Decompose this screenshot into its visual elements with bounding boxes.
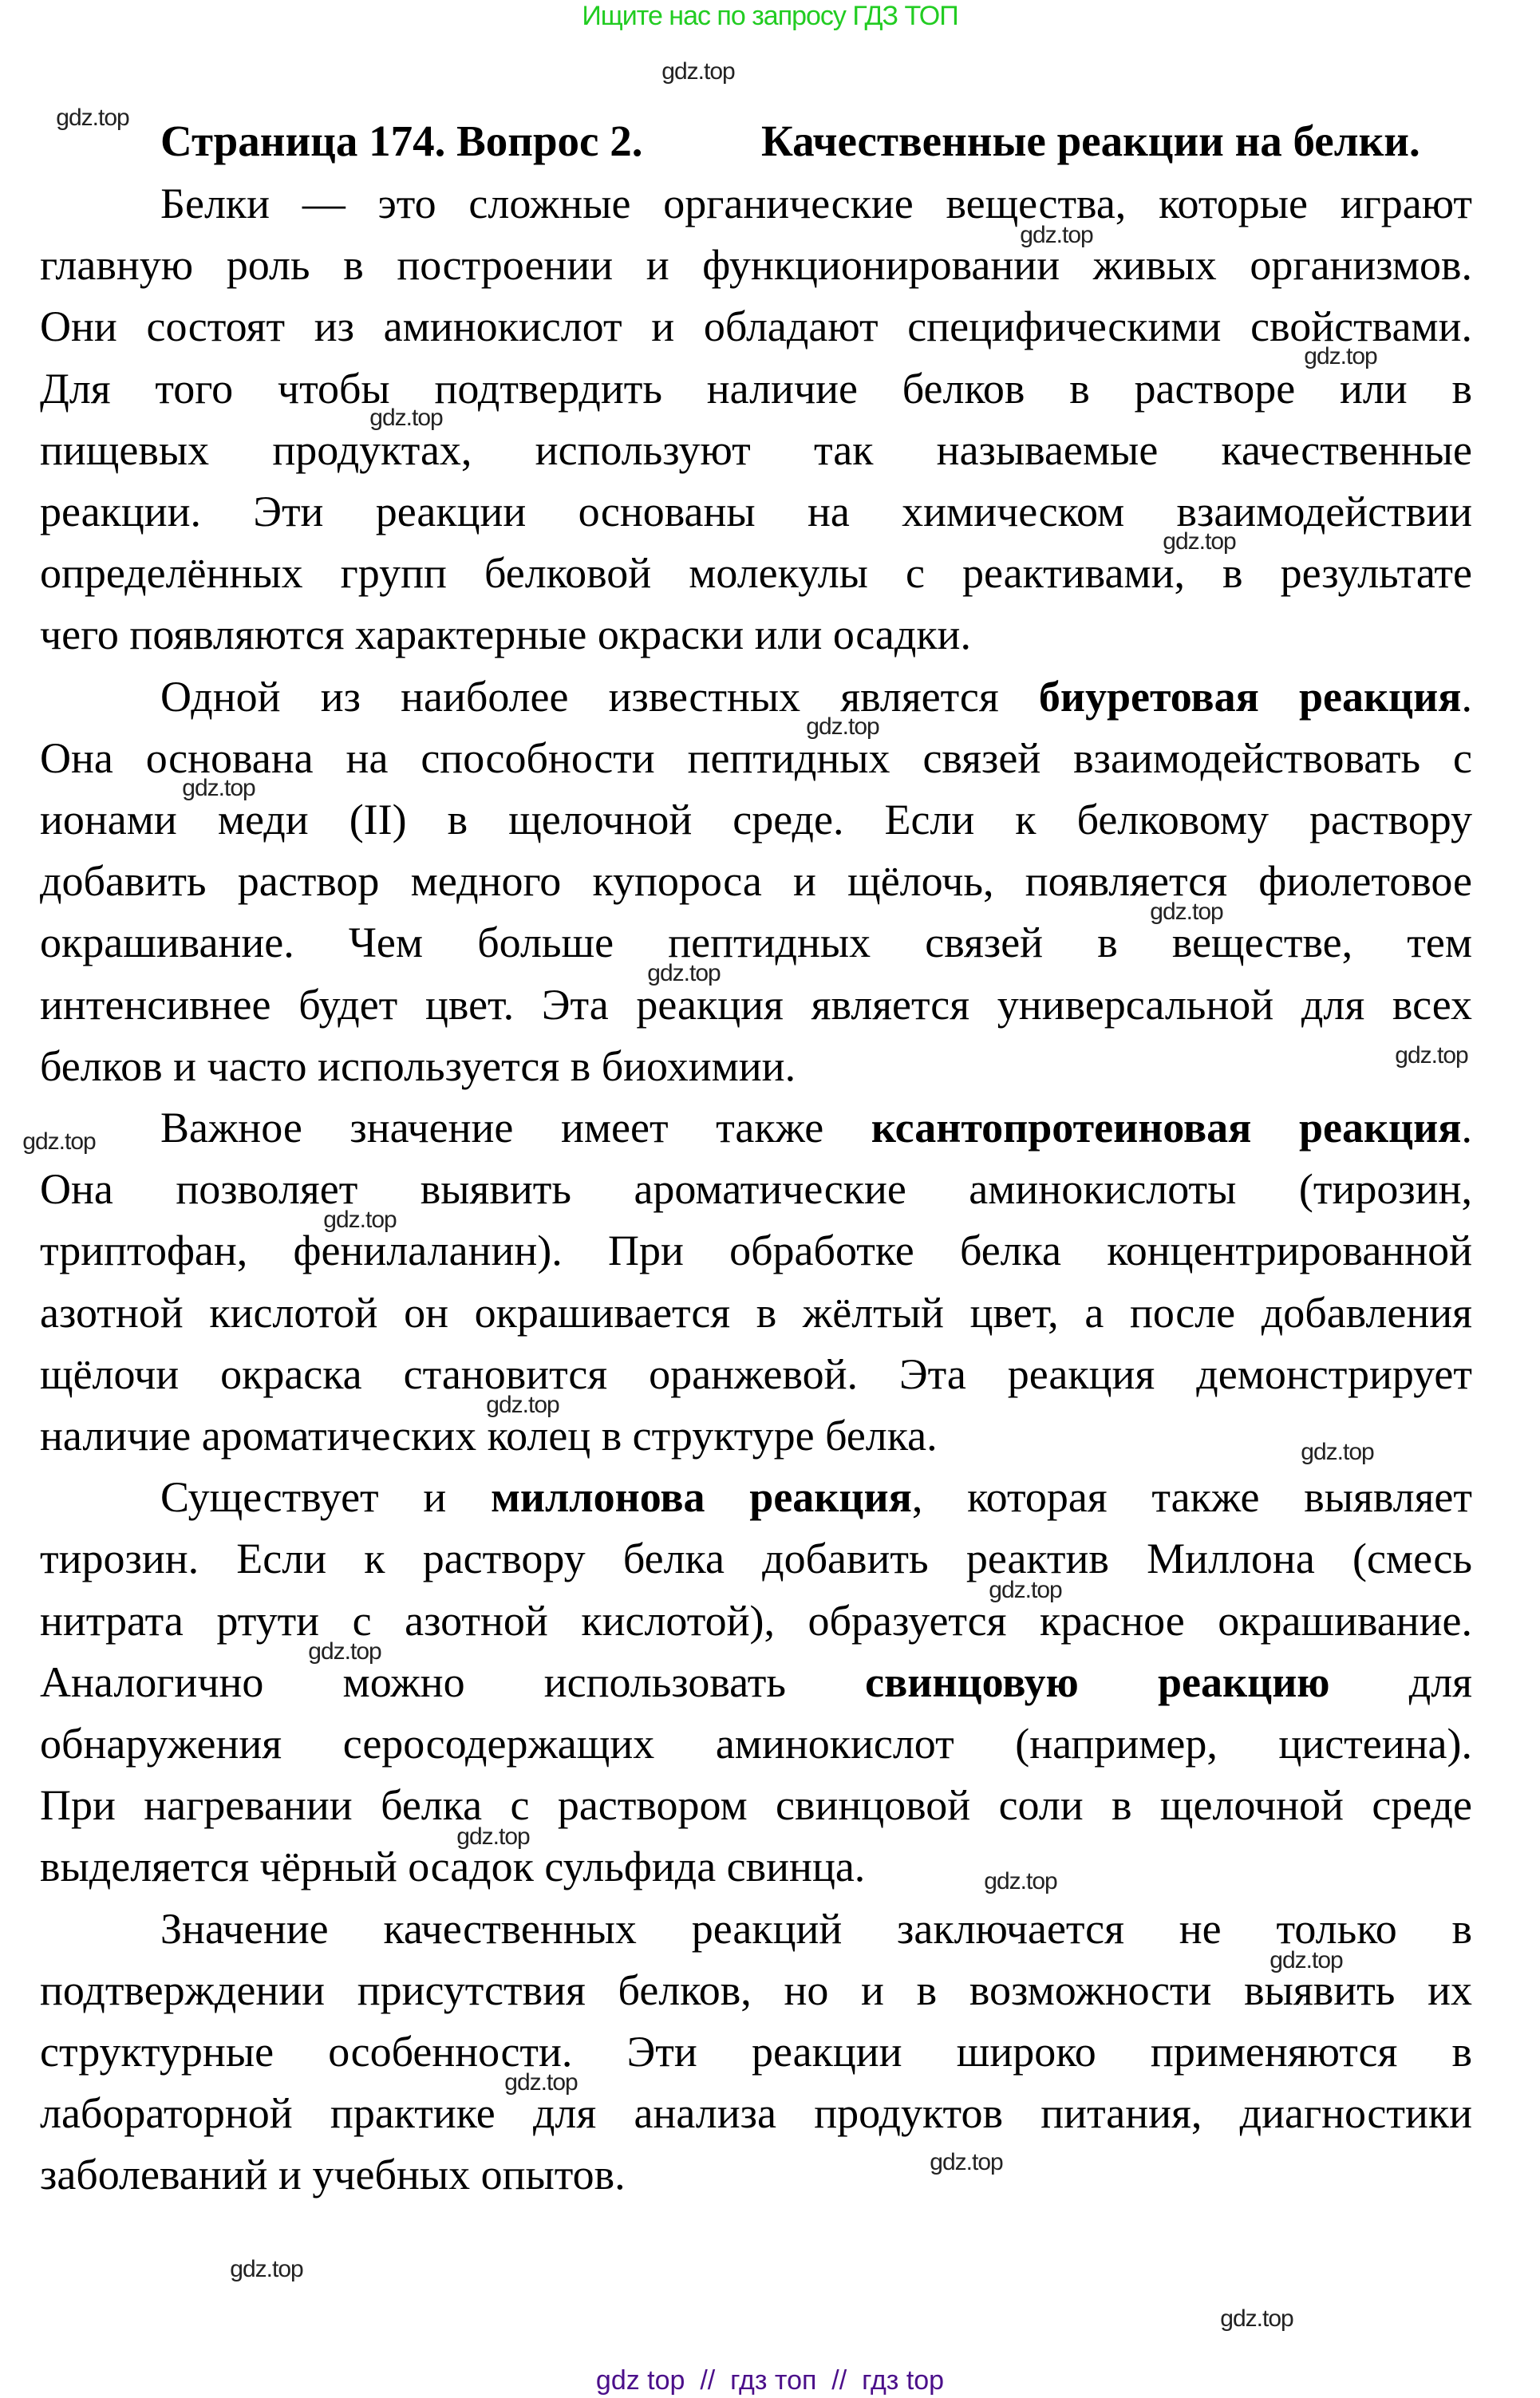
watermark-text: gdz.top xyxy=(323,1207,397,1233)
text-line xyxy=(40,298,1472,354)
text-segment: для xyxy=(1329,1657,1472,1706)
text-segment: ионами меди (II) в щелочной среде. Если к белковому раствору xyxy=(40,796,1472,843)
watermark-text: gdz.top xyxy=(989,1577,1062,1603)
text-segment: пищевых продуктах, используют так называемые качественные xyxy=(40,425,1472,474)
text-line xyxy=(40,545,1472,601)
watermark-text: gdz.top xyxy=(230,2256,303,2282)
text-line xyxy=(160,176,1472,231)
text-segment: , которая также выявляет xyxy=(911,1473,1472,1522)
text-segment: заболеваний и учебных опытов. xyxy=(40,2151,626,2199)
text-segment: . xyxy=(1461,672,1473,721)
text-line xyxy=(40,1038,1472,1094)
text-line xyxy=(40,484,1472,539)
text-segment: щёлочи окраска становится оранжевой. Эта реакция демонстрирует xyxy=(40,1349,1472,1398)
watermark-text: gdz.top xyxy=(1304,343,1377,369)
watermark-text: gdz.top xyxy=(984,1868,1057,1894)
text-line xyxy=(40,977,1472,1033)
text-line xyxy=(40,1346,1472,1402)
watermark-text: gdz.top xyxy=(369,405,443,431)
text-segment: Значение качественных реакций заключается не только в xyxy=(160,1904,1472,1953)
text-line xyxy=(40,1962,1472,2018)
text-line xyxy=(40,1285,1472,1341)
text-line xyxy=(40,1408,1472,1464)
footer-links[interactable]: gdz top // гдз топ // гдз top xyxy=(595,2365,945,2396)
watermark-text: gdz.top xyxy=(647,960,721,986)
text-segment: Аналогично можно использовать xyxy=(40,1657,866,1706)
bold-term: ксантопротеиновая реакция xyxy=(871,1104,1462,1152)
text-segment: Важное значение имеет также xyxy=(160,1104,871,1152)
text-segment: Белки — это сложные органические вещества, которые играют xyxy=(160,180,1472,227)
text-line xyxy=(40,361,1472,417)
text-segment: азотной кислотой он окрашивается в жёлтый цвет, а после добавления xyxy=(40,1288,1472,1337)
text-segment: выделяется чёрный осадок сульфида свинца. xyxy=(40,1843,866,1891)
watermark-text: gdz.top xyxy=(1020,222,1093,248)
watermark-text: gdz.top xyxy=(56,105,129,131)
watermark-text: gdz.top xyxy=(308,1638,381,1665)
text-segment: обнаружения серосодержащих аминокислот (например, цистеина). xyxy=(40,1720,1472,1768)
text-segment: наличие ароматических колец в структуре белка. xyxy=(40,1412,938,1460)
text-line xyxy=(40,2147,1472,2202)
text-segment: Они состоят из аминокислот и обладают специфическими свойствами. xyxy=(40,302,1472,351)
watermark-text: gdz.top xyxy=(1395,1042,1468,1069)
text-line xyxy=(40,915,1472,970)
text-segment: главную роль в построении и функционировании живых организмов. xyxy=(40,241,1472,290)
watermark-text: gdz.top xyxy=(456,1823,530,1850)
text-line xyxy=(40,1531,1472,1586)
text-line xyxy=(40,1654,1472,1710)
text-line xyxy=(160,1100,1472,1156)
text-segment: лабораторной практике для анализа продуктов питания, диагностики xyxy=(40,2089,1472,2138)
text-segment: подтверждении присутствия белков, но и в возможности выявить их xyxy=(40,1965,1472,2014)
text-line xyxy=(40,1777,1472,1833)
text-line xyxy=(40,853,1472,909)
text-segment: триптофан, фенилаланин). При обработке белка концентрированной xyxy=(40,1227,1472,1275)
watermark-text: gdz.top xyxy=(1301,1439,1374,1465)
watermark-text: gdz.top xyxy=(806,713,879,740)
title-topic: Качественные реакции на белки. xyxy=(761,117,1420,165)
text-line xyxy=(40,1839,1472,1894)
text-line xyxy=(40,1716,1472,1772)
text-line xyxy=(40,1161,1472,1217)
watermark-text: gdz.top xyxy=(486,1392,559,1418)
text-line xyxy=(160,1469,1472,1525)
text-segment: интенсивнее будет цвет. Эта реакция является универсальной для всех xyxy=(40,980,1472,1029)
text-segment: структурные особенности. Эти реакции широко применяются в xyxy=(40,2028,1472,2076)
watermark-text: gdz.top xyxy=(22,1128,96,1155)
text-segment: Она позволяет выявить ароматические аминокислоты (тирозин, xyxy=(40,1165,1472,1214)
text-line xyxy=(40,1223,1472,1278)
watermark-text: gdz.top xyxy=(1150,899,1223,925)
text-segment: чего появляются характерные окраски или осадки. xyxy=(40,610,971,659)
text-segment: Для того чтобы подтвердить наличие белков в растворе или в xyxy=(40,364,1472,413)
text-segment: При нагревании белка с раствором свинцовой соли в щелочной среде xyxy=(40,1781,1472,1830)
watermark-text: gdz.top xyxy=(1270,1947,1343,1973)
text-segment: реакции. Эти реакции основаны на химическом взаимодействии xyxy=(40,488,1472,535)
watermark-text: gdz.top xyxy=(504,2069,578,2096)
title-question: Страница 174. Вопрос 2. xyxy=(160,117,643,165)
text-line xyxy=(40,237,1472,293)
text-line xyxy=(40,606,1472,662)
watermark-text: gdz.top xyxy=(182,775,255,801)
page-title xyxy=(160,117,1472,166)
watermark-text: gdz.top xyxy=(661,58,735,85)
search-banner[interactable]: Ищите нас по запросу ГДЗ ТОП xyxy=(582,1,958,31)
watermark-text: gdz.top xyxy=(1163,528,1236,555)
text-segment: добавить раствор медного купороса и щёлочь, появляется фиолетовое xyxy=(40,857,1472,906)
text-segment: Одной из наиболее известных является xyxy=(160,672,1039,721)
text-line xyxy=(40,1593,1472,1649)
watermark-text: gdz.top xyxy=(1220,2305,1293,2332)
text-segment: нитрата ртути с азотной кислотой), образуется красное окрашивание. xyxy=(40,1596,1472,1645)
text-segment: тирозин. Если к раствору белка добавить реактив Миллона (смесь xyxy=(40,1535,1472,1583)
text-segment: . xyxy=(1461,1104,1472,1152)
bold-term: биуретовая реакция xyxy=(1038,672,1462,721)
watermark-text: gdz.top xyxy=(930,2149,1003,2175)
bold-term: свинцовую реакцию xyxy=(865,1657,1330,1706)
text-segment: Существует и xyxy=(160,1473,492,1522)
text-line xyxy=(40,422,1472,478)
text-line xyxy=(40,2085,1472,2141)
text-segment: Она основана на способности пептидных связей взаимодействовать с xyxy=(40,733,1472,782)
text-line xyxy=(40,2024,1472,2080)
text-segment: определённых групп белковой молекулы с реактивами, в результате xyxy=(40,549,1472,598)
text-segment: белков и часто используется в биохимии. xyxy=(40,1041,796,1090)
bold-term: миллонова реакция xyxy=(491,1473,912,1522)
text-segment: окрашивание. Чем больше пептидных связей в веществе, тем xyxy=(40,919,1472,967)
